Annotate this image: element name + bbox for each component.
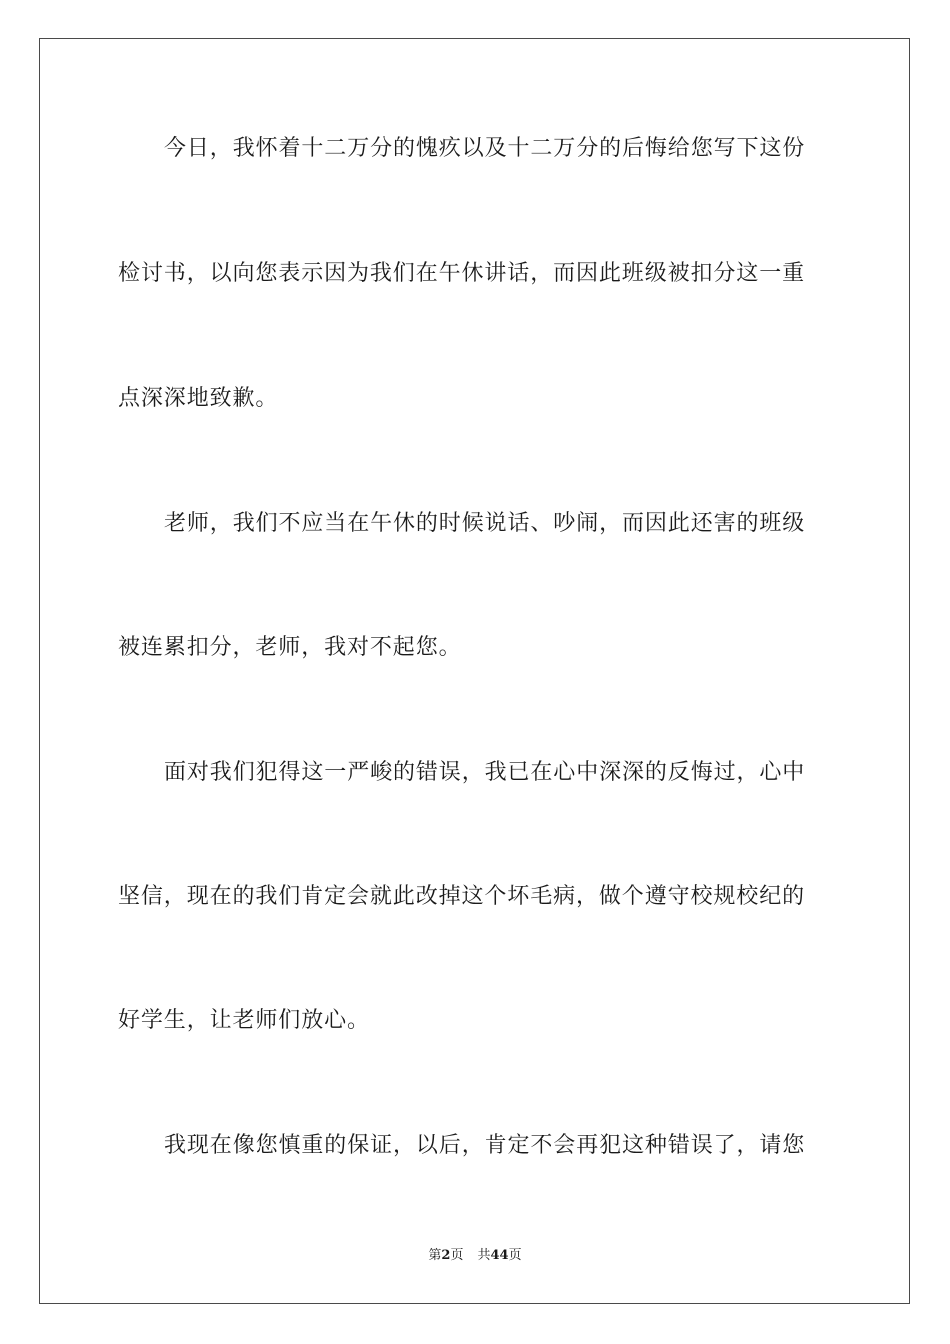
page-prefix: 第 — [428, 1248, 442, 1263]
page-border — [39, 38, 910, 1304]
page-footer — [0, 1247, 950, 1265]
paragraph-2-line-2: 被连累扣分，老师，我对不起您。 — [118, 635, 462, 660]
paragraph-3-line-1: 面对我们犯得这一严峻的错误，我已在心中深深的反悔过，心中 — [164, 760, 806, 785]
page-suffix: 页 — [450, 1248, 464, 1263]
paragraph-3-line-2: 坚信，现在的我们肯定会就此改掉这个坏毛病，做个遵守校规校纪的 — [118, 884, 806, 909]
total-prefix: 共 — [477, 1248, 491, 1263]
paragraph-1-line-3: 点深深地致歉。 — [118, 386, 279, 411]
total-suffix: 页 — [508, 1248, 522, 1263]
total-pages: 44 — [490, 1248, 509, 1263]
paragraph-3-line-3: 好学生，让老师们放心。 — [118, 1008, 370, 1033]
page-number: 2 — [441, 1248, 451, 1263]
paragraph-4-line-1: 我现在像您慎重的保证，以后，肯定不会再犯这种错误了，请您 — [164, 1133, 806, 1158]
paragraph-1-line-1: 今日，我怀着十二万分的愧疚以及十二万分的后悔给您写下这份 — [164, 136, 806, 161]
paragraph-2-line-1: 老师，我们不应当在午休的时候说话、吵闹，而因此还害的班级 — [164, 511, 806, 536]
paragraph-1-line-2: 检讨书，以向您表示因为我们在午休讲话，而因此班级被扣分这一重 — [118, 261, 806, 286]
